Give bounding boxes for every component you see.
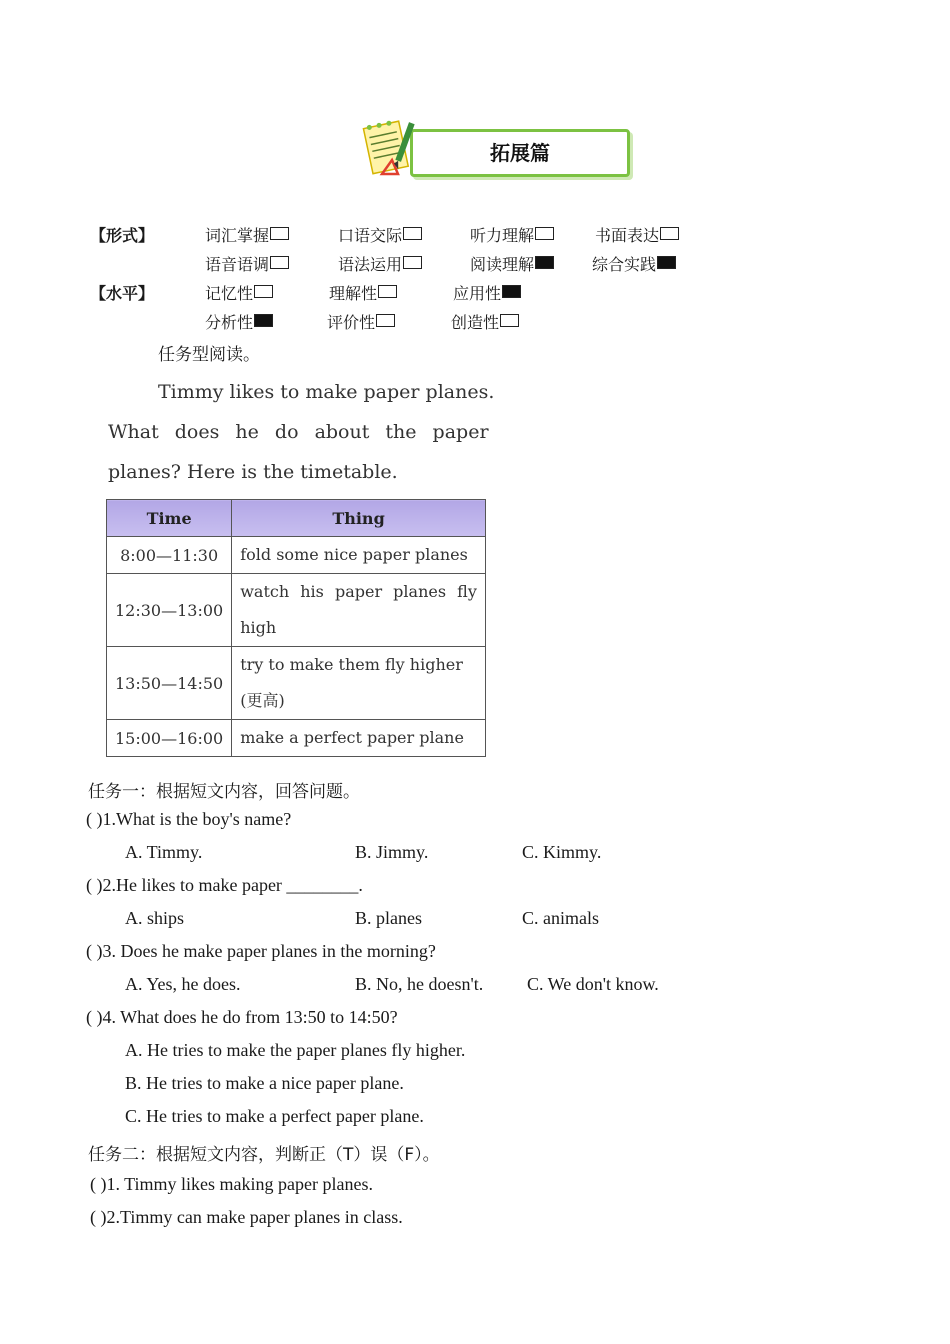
checkbox-empty [270,256,289,269]
checkbox-empty [376,314,395,327]
level-tag-understanding: 理解性 [329,281,397,304]
passage-line: planes? Here is the timetable. [108,461,398,483]
checkbox-empty [403,256,422,269]
statement-1: ( )1. Timmy likes making paper planes. [90,1174,373,1194]
statement-2: ( )2.Timmy can make paper planes in class. [90,1207,403,1227]
checkbox-empty [500,314,519,327]
option-c: C. animals [522,908,599,928]
task1-title: 任务一：根据短文内容，回答问题。 [88,782,360,802]
checkbox-filled [502,285,521,298]
checkbox-empty [660,227,679,240]
level-tag-analysis: 分析性 [205,310,273,333]
column-header-thing: Thing [232,500,486,537]
option-b: B. planes [355,908,422,928]
form-tag-vocabulary: 词汇掌握 [205,223,289,246]
section-title: 任务型阅读。 [158,345,260,365]
option-b: B. He tries to make a nice paper plane. [125,1073,404,1093]
level-tag-memory: 记忆性 [205,281,273,304]
checkbox-empty [403,227,422,240]
option-b: B. No, he doesn't. [355,974,484,994]
reading-passage [100,375,495,755]
time-cell: 15:00—16:00 [107,720,232,757]
question-2: ( )2.He likes to make paper ________. [86,875,363,895]
checkbox-empty [378,285,397,298]
form-tag-speaking: 口语交际 [338,223,422,246]
timetable-header-row [107,500,486,537]
thing-cell: try to make them fly higher (更高) [232,647,486,720]
option-a: A. ships [125,908,185,928]
task2-title: 任务二：根据短文内容，判断正（T）误（F）。 [88,1145,440,1165]
question-4: ( )4. What does he do from 13:50 to 14:50? [86,1007,398,1027]
section-banner [358,116,630,180]
checkbox-empty [254,285,273,298]
level-label: 【水平】 [90,284,155,303]
option-a: A. He tries to make the paper planes fly higher. [125,1040,466,1060]
option-c: C. He tries to make a perfect paper plane. [125,1106,424,1126]
checkbox-empty [535,227,554,240]
table-row [107,720,486,757]
time-cell: 8:00—11:30 [107,537,232,574]
option-c: C. We don't know. [527,974,659,994]
level-tag-application: 应用性 [453,281,521,304]
table-row [107,647,486,720]
time-cell: 12:30—13:00 [107,574,232,647]
checkbox-filled [254,314,273,327]
level-tag-creation: 创造性 [451,310,519,333]
passage-line: Timmy likes to make paper planes. [158,381,495,403]
passage-line: What does he do about the paper [108,421,489,443]
thing-cell: watch his paper planes fly high [232,574,486,647]
column-header-time: Time [107,500,232,537]
question-1: ( )1.What is the boy's name? [86,809,292,829]
form-tag-grammar: 语法运用 [338,252,422,275]
banner-title: 拓展篇 [490,141,550,165]
checkbox-filled [657,256,676,269]
form-label: 【形式】 [90,226,155,245]
form-tag-listening: 听力理解 [470,223,554,246]
table-row [107,537,486,574]
option-a: A. Yes, he does. [125,974,241,994]
thing-cell: make a perfect paper plane [232,720,486,757]
option-a: A. Timmy. [125,842,203,862]
form-tag-pronunciation: 语音语调 [205,252,289,275]
form-tag-reading: 阅读理解 [470,252,554,275]
option-c: C. Kimmy. [522,842,602,862]
level-tag-evaluation: 评价性 [327,310,395,333]
option-b: B. Jimmy. [355,842,429,862]
time-cell: 13:50—14:50 [107,647,232,720]
checkbox-empty [270,227,289,240]
table-row [107,574,486,647]
thing-cell: fold some nice paper planes [232,537,486,574]
form-tag-writing: 书面表达 [595,223,679,246]
form-tag-practice: 综合实践 [592,252,676,275]
notepad-pencil-icon [358,116,428,180]
question-3: ( )3. Does he make paper planes in the morning? [86,941,436,961]
checkbox-filled [535,256,554,269]
timetable [106,499,486,757]
